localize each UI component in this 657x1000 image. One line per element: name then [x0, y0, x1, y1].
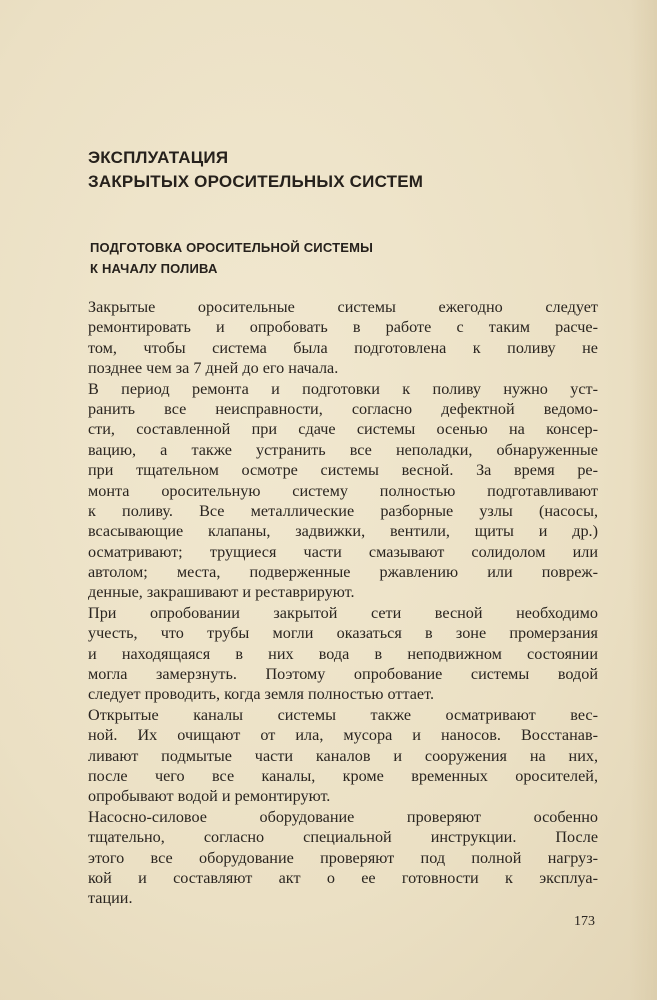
- section-title-line: ПОДГОТОВКА ОРОСИТЕЛЬНОЙ СИСТЕМЫ: [90, 240, 374, 255]
- text-line: и находящаяся в них вода в неподвижном состоянии: [88, 644, 598, 663]
- chapter-title-line: ЭКСПЛУАТАЦИЯ: [88, 148, 229, 167]
- text-line: вацию, а также устранить все неполадки, обнаруженные: [88, 440, 598, 459]
- text-line: кой и составляют акт о ее готовности к эксплуа-: [88, 868, 598, 887]
- text-line: всасывающие клапаны, задвижки, вентили, щиты и др.): [88, 522, 598, 541]
- text-line: денные, закрашивают и реставрируют.: [88, 583, 355, 602]
- text-line: ливают подмытые части каналов и сооружения на них,: [88, 746, 598, 765]
- text-line: ной. Их очищают от ила, мусора и наносов. Восстанав-: [88, 726, 598, 745]
- text-line: сти, составленной при сдаче системы осенью на консер-: [88, 420, 598, 439]
- text-line: ранить все неисправности, согласно дефектной ведомо-: [88, 399, 598, 418]
- paragraph: [88, 379, 598, 603]
- text-line: осматривают; трущиеся части смазывают солидолом или: [88, 542, 598, 561]
- text-line: опробывают водой и ремонтируют.: [88, 787, 331, 806]
- section-title-line: К НАЧАЛУ ПОЛИВА: [90, 261, 218, 276]
- page-edge-shadow: [629, 0, 657, 1000]
- body-text: [88, 297, 598, 909]
- text-line: Насосно-силовое оборудование проверяют особенно: [88, 807, 598, 826]
- text-line: том, чтобы система была подготовлена к поливу не: [88, 338, 598, 357]
- paragraph: [88, 297, 598, 379]
- chapter-title: [88, 146, 558, 194]
- text-line: могла замерзнуть. Поэтому опробование системы водой: [88, 665, 598, 684]
- text-line: автолом; места, подверженные ржавлению или повреж-: [88, 563, 598, 582]
- text-line: ремонтировать и опробовать в работе с таким расче-: [88, 318, 598, 337]
- paragraph: [88, 705, 598, 807]
- text-line: тации.: [88, 889, 133, 908]
- text-line: Открытые каналы системы также осматривают вес-: [88, 705, 598, 724]
- text-line: при тщательном осмотре системы весной. За время ре-: [88, 461, 598, 480]
- text-line: В период ремонта и подготовки к поливу нужно уст-: [88, 379, 598, 398]
- text-line: учесть, что трубы могли оказаться в зоне промерзания: [88, 624, 598, 643]
- text-line: следует проводить, когда земля полностью оттает.: [88, 685, 435, 704]
- text-line: позднее чем за 7 дней до его начала.: [88, 359, 339, 378]
- section-title: [90, 237, 560, 279]
- text-line: При опробовании закрытой сети весной необходимо: [88, 603, 598, 622]
- paragraph: [88, 807, 598, 909]
- text-line: тщательно, согласно специальной инструкции. После: [88, 828, 598, 847]
- chapter-title-line: ЗАКРЫТЫХ ОРОСИТЕЛЬНЫХ СИСТЕМ: [88, 172, 424, 191]
- text-line: Закрытые оросительные системы ежегодно следует: [88, 298, 598, 316]
- page-number: 173: [574, 914, 595, 929]
- text-line: этого все оборудование проверяют под полной нагруз-: [88, 848, 598, 867]
- text-line: монта оросительную систему полностью подготавливают: [88, 481, 598, 500]
- text-line: к поливу. Все металлические разборные узлы (насосы,: [88, 501, 598, 520]
- text-line: после чего все каналы, кроме временных оросителей,: [88, 766, 598, 785]
- paragraph: [88, 603, 598, 705]
